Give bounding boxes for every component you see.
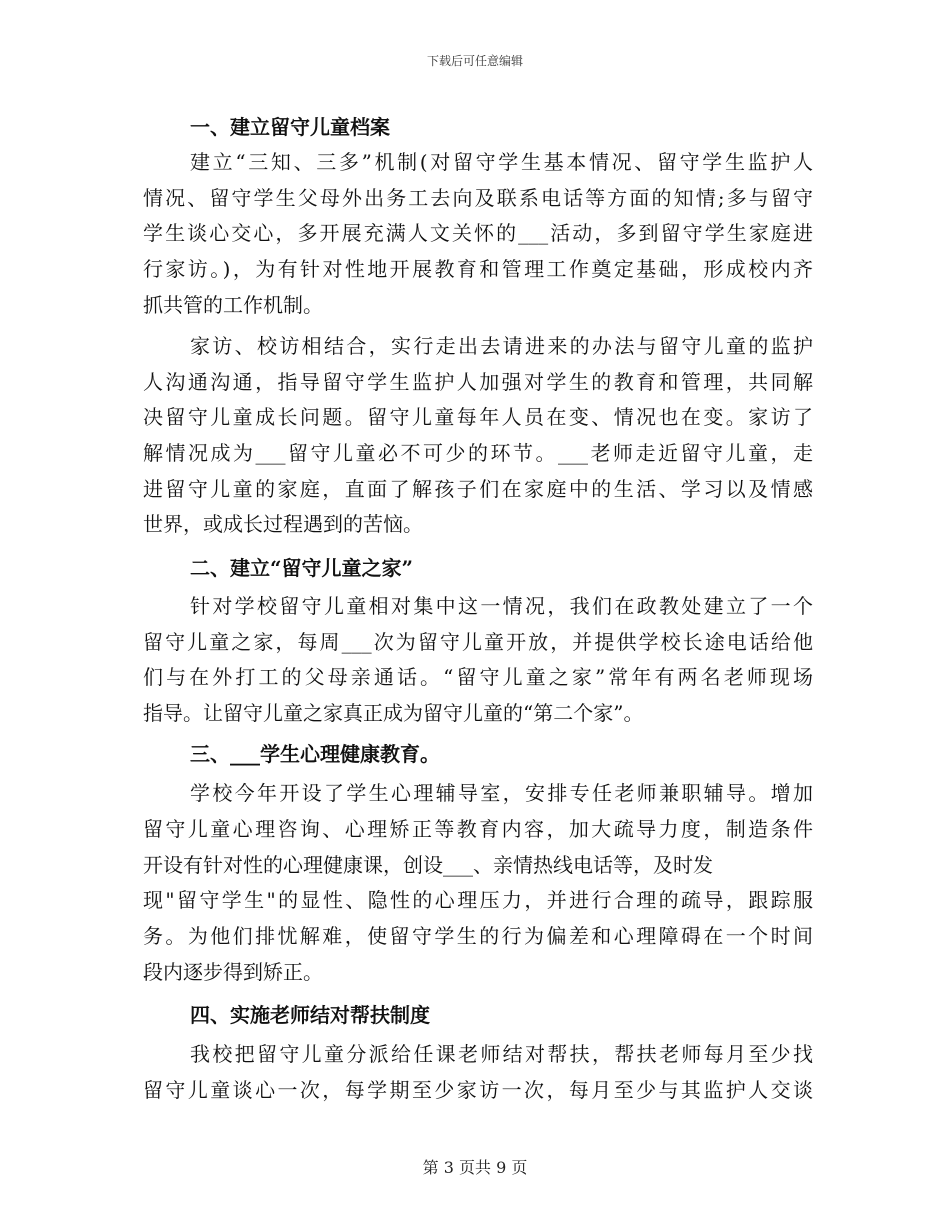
paragraph-line: 情况、留守学生父母外出务工去向及联系电话等方面的知情;多与留守 (143, 186, 813, 210)
paragraph-line: 世界，或成长过程遇到的苦恼。 (143, 512, 423, 536)
paragraph-line: 学生谈心交心，多开展充满人文关怀的___活动，多到留守学生家庭进 (143, 221, 813, 245)
paragraph-line: 开设有针对性的心理健康课，创设___、亲情热线电话等，及时发 (143, 853, 713, 877)
paragraph-line: 们与在外打工的父母亲通话。“留守儿童之家”常年有两名老师现场 (143, 665, 813, 689)
paragraph-line: 留守儿童之家，每周___次为留守儿童开放，并提供学校长途电话给他 (143, 630, 813, 654)
paragraph-line: 人沟通沟通，指导留守学生监护人加强对学生的教育和管理，共同解 (143, 370, 813, 394)
page-footer: 第 3 页共 9 页 (422, 1158, 528, 1177)
paragraph-line: 家访、校访相结合，实行走出去请进来的办法与留守儿童的监护 (190, 334, 813, 358)
paragraph-line: 建立“三知、三多”机制(对留守学生基本情况、留守学生监护人 (190, 150, 813, 174)
paragraph-line: 行家访。)，为有针对性地开展教育和管理工作奠定基础，形成校内齐 (143, 257, 813, 281)
paragraph-line: 解情况成为___留守儿童必不可少的环节。___老师走近留守儿童，走 (143, 441, 813, 465)
paragraph-line: 现"留守学生"的显性、隐性的心理压力，并进行合理的疏导，跟踪服 (143, 888, 813, 912)
paragraph-line: 进留守儿童的家庭，直面了解孩子们在家庭中的生活、学习以及情感 (143, 477, 813, 501)
page-header: 下载后可任意编辑 (426, 54, 523, 68)
paragraph-line: 我校把留守儿童分派给任课老师结对帮扶，帮扶老师每月至少找 (190, 1042, 813, 1066)
paragraph-line: 留守儿童谈心一次，每学期至少家访一次，每月至少与其监护人交谈 (143, 1078, 813, 1102)
section-heading: 一、建立留守儿童档案 (190, 115, 390, 139)
paragraph-line: 决留守儿童成长问题。留守儿童每年人员在变、情况也在变。家访了 (143, 405, 813, 429)
section-heading: 四、实施老师结对帮扶制度 (190, 1003, 430, 1027)
paragraph-line: 段内逐步得到矫正。 (143, 960, 323, 984)
paragraph-line: 留守儿童心理咨询、心理矫正等教育内容，加大疏导力度，制造条件 (143, 817, 813, 841)
paragraph-line: 抓共管的工作机制。 (143, 293, 323, 317)
paragraph-line: 指导。让留守儿童之家真正成为留守儿童的“第二个家”。 (143, 701, 644, 725)
section-heading: 三、___学生心理健康教育。 (190, 742, 440, 766)
paragraph-line: 务。为他们排忧解难，使留守学生的行为偏差和心理障碍在一个时间 (143, 924, 813, 948)
paragraph-line: 学校今年开设了学生心理辅导室，安排专任老师兼职辅导。增加 (190, 781, 813, 805)
paragraph-line: 针对学校留守儿童相对集中这一情况，我们在政教处建立了一个 (190, 594, 813, 618)
section-heading: 二、建立“留守儿童之家” (190, 556, 414, 580)
